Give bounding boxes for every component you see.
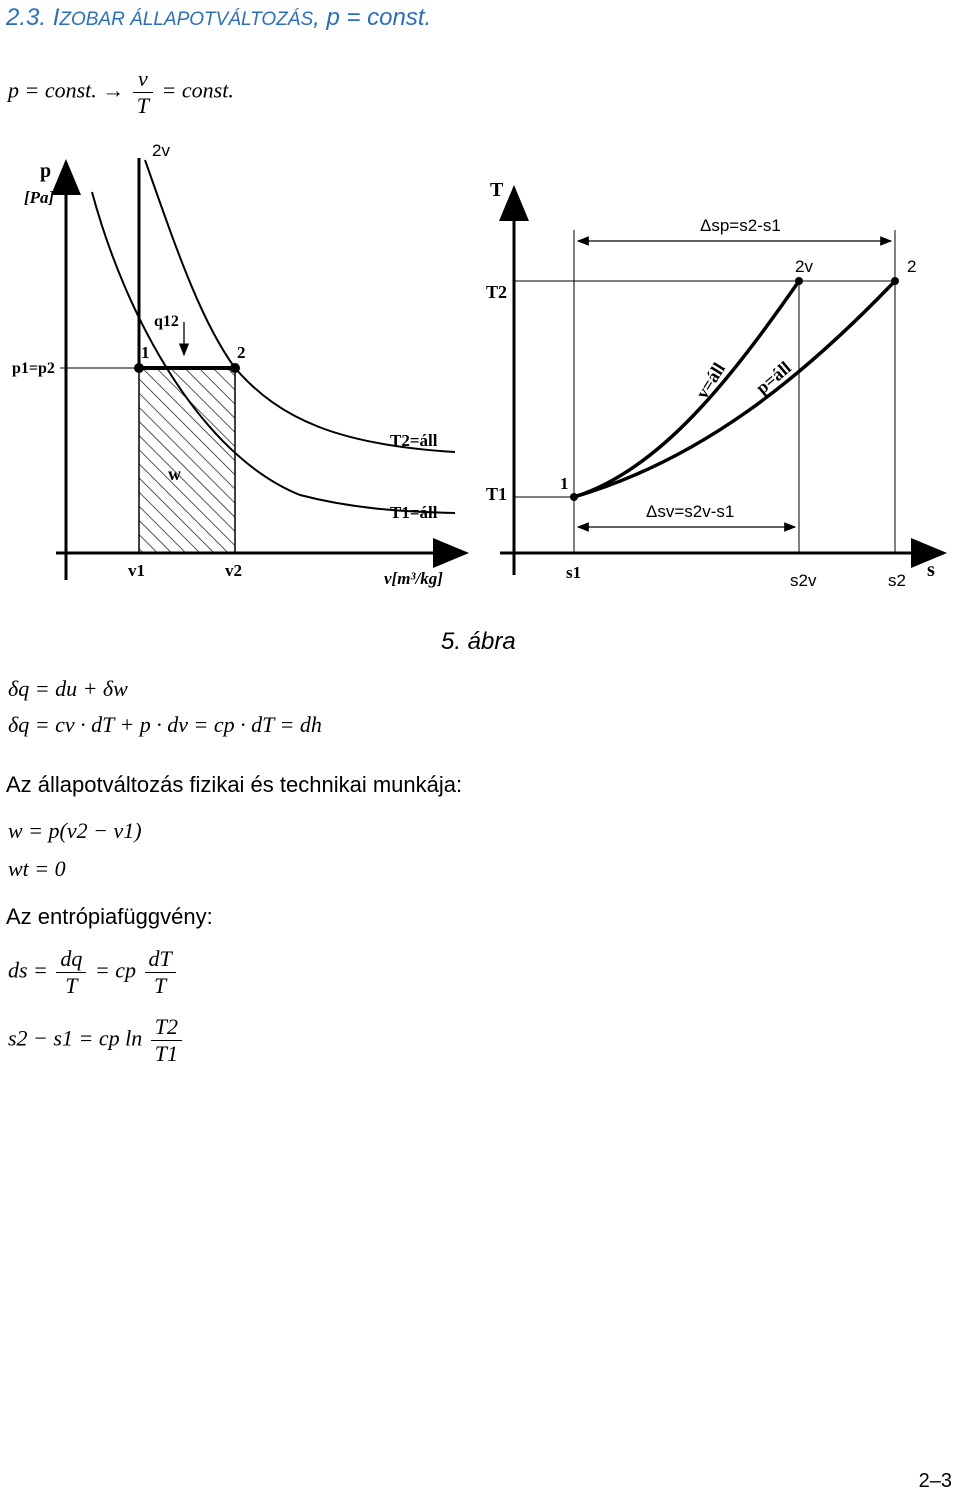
- entropy-change-lhs: s2 − s1 = cp ln: [8, 1025, 143, 1051]
- v1-tick-label: v1: [128, 561, 145, 580]
- isotherm-T2-label: T2=áll: [390, 431, 438, 450]
- isobar-label: p=áll: [751, 357, 795, 398]
- ds-mid: = cp: [94, 957, 137, 983]
- ts-diagram: [486, 179, 944, 590]
- figure-5-diagrams: [0, 130, 960, 610]
- work-intro-text: Az állapotváltozás fizikai és technikai munkája:: [6, 772, 463, 797]
- dq-over-T-fraction: [56, 946, 86, 999]
- s1-tick-label: s1: [566, 563, 582, 582]
- pv-point-2v-label: 2v: [152, 141, 170, 160]
- v2-tick-label: v2: [225, 561, 242, 580]
- pv-point-1-label: 1: [141, 343, 150, 362]
- fraction-numerator: T2: [151, 1014, 182, 1041]
- formula-lhs: p = const. →: [8, 77, 125, 103]
- pv-diagram: [12, 141, 466, 588]
- T2-tick-label: T2: [486, 282, 508, 302]
- fraction-numerator: dT: [145, 946, 176, 973]
- section-title-smallcaps: ZOBAR ÁLLAPOTVÁLTOZÁS: [59, 9, 314, 30]
- energy-equation-1: δq = du + δw: [8, 676, 128, 701]
- technical-work-equation: wt = 0: [8, 856, 66, 881]
- fraction-denominator: T: [136, 93, 150, 118]
- isotherm-T1-label: T1=áll: [390, 503, 438, 522]
- delta-sp-label: Δsp=s2-s1: [700, 216, 781, 235]
- work-equation: w = p(v2 − v1): [8, 818, 142, 843]
- fraction-numerator: v: [133, 66, 153, 93]
- ds-lhs: ds =: [8, 957, 48, 983]
- s2v-tick-label: s2v: [790, 571, 817, 590]
- ts-point-2-marker: [891, 277, 899, 285]
- figure-caption: 5. ábra: [441, 628, 516, 655]
- ts-x-symbol: s: [927, 559, 935, 581]
- delta-sv-label: Δsv=s2v-s1: [646, 502, 735, 521]
- ts-y-symbol: T: [490, 179, 504, 201]
- T2-over-T1-fraction: [151, 1014, 182, 1067]
- section-number: 2.3.: [6, 4, 47, 31]
- entropy-intro-text: Az entrópiafüggvény:: [6, 904, 213, 929]
- pressure-label: p1=p2: [12, 360, 55, 377]
- formula-rhs: = const.: [161, 77, 234, 103]
- section-title-rest: , p = const.: [313, 4, 432, 31]
- v-over-T-fraction: [133, 66, 153, 119]
- entropy-change-equation: [8, 1014, 185, 1067]
- entropy-differential-equation: [8, 946, 179, 999]
- pv-y-symbol: p: [40, 160, 52, 182]
- page-number: 2–3: [918, 1470, 952, 1492]
- section-title-initial: I: [52, 4, 60, 31]
- ts-point-1-label: 1: [560, 474, 569, 493]
- dT-over-T-fraction: [145, 946, 176, 999]
- T1-tick-label: T1: [486, 484, 508, 504]
- isobar-condition-formula: [8, 66, 234, 119]
- isobar-curve: [574, 281, 895, 497]
- fraction-denominator: T1: [154, 1041, 178, 1066]
- isochore-label: v=áll: [691, 359, 730, 403]
- section-heading: [6, 4, 431, 32]
- work-area: [139, 368, 235, 553]
- fraction-numerator: dq: [56, 946, 86, 973]
- pv-x-unit: v[m³/kg]: [384, 569, 443, 588]
- ts-point-2v-label: 2v: [795, 257, 813, 276]
- pv-y-unit: [Pa]: [24, 188, 55, 207]
- heat-label: q12: [154, 313, 179, 330]
- ts-point-2v-marker: [795, 277, 803, 285]
- ts-point-2-label: 2: [907, 257, 917, 276]
- point-2-marker: [230, 363, 240, 373]
- s2-tick-label: s2: [888, 571, 906, 590]
- pv-point-2-label: 2: [237, 343, 246, 362]
- fraction-denominator: T: [65, 973, 78, 998]
- energy-equation-2: δq = cv · dT + p · dv = cp · dT = dh: [8, 712, 322, 737]
- point-1-marker: [134, 363, 144, 373]
- work-label: w: [168, 464, 181, 484]
- ts-point-1-marker: [570, 493, 578, 501]
- fraction-denominator: T: [154, 973, 167, 998]
